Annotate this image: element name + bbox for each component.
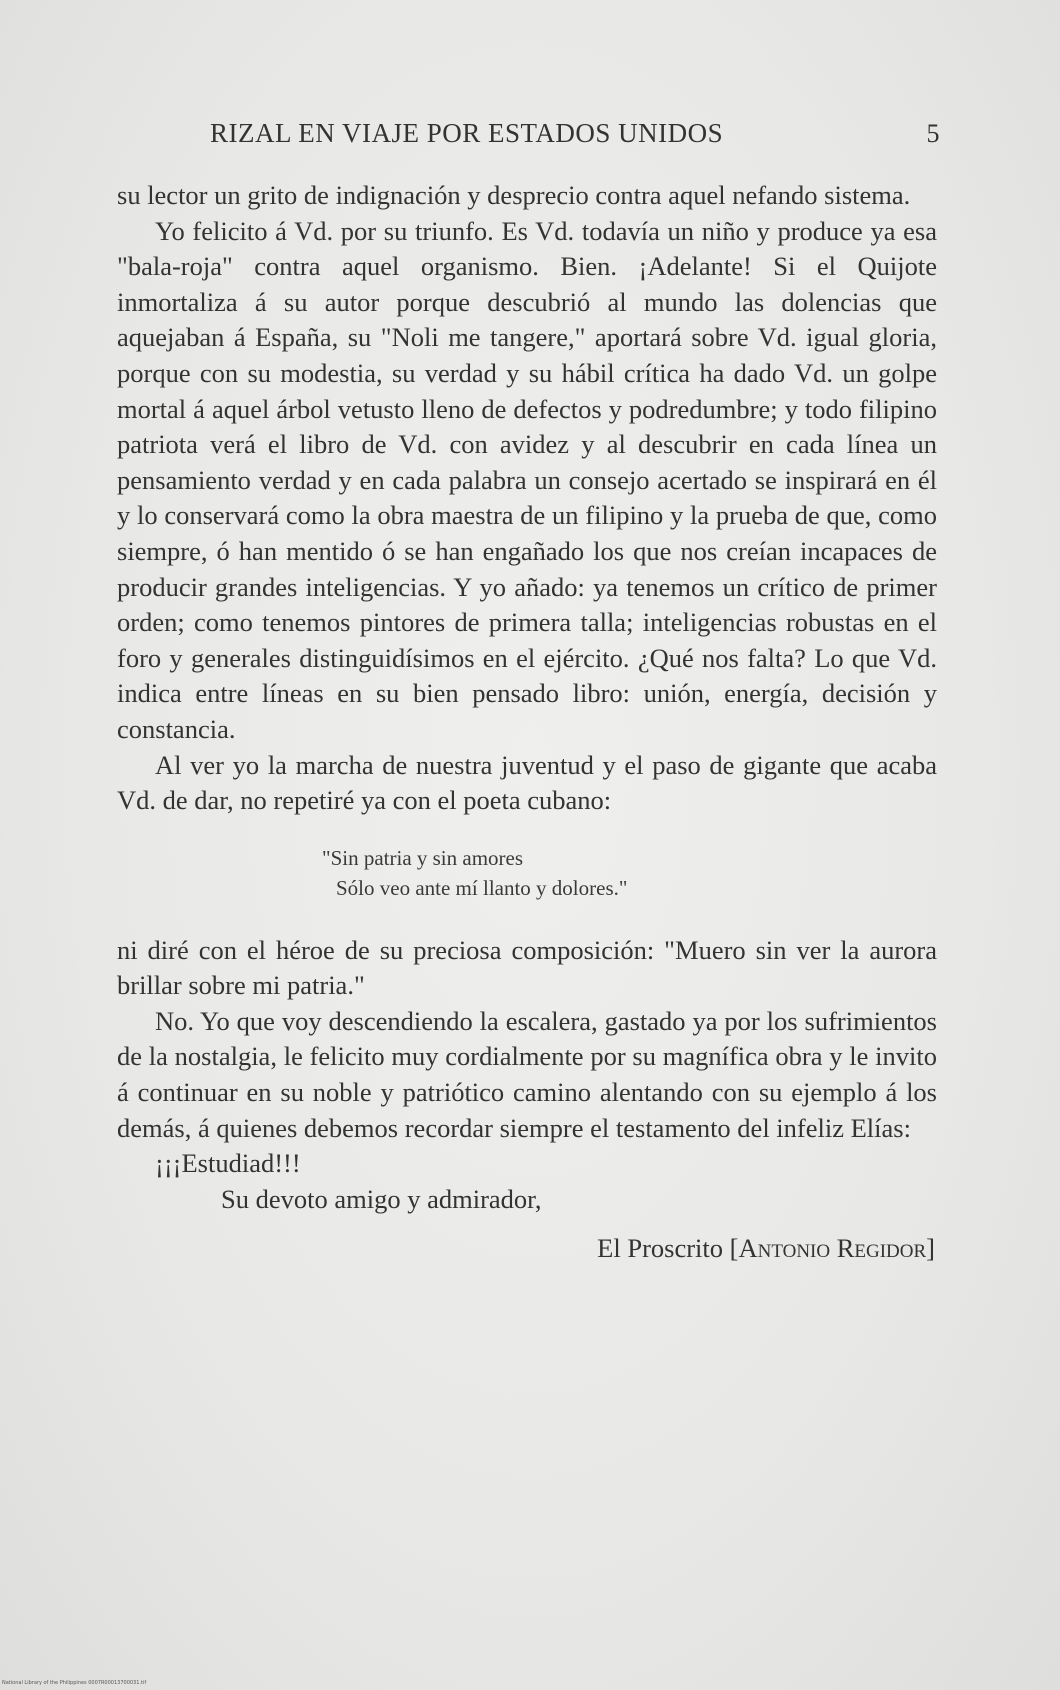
quote-line-2: Sólo veo ante mí llanto y dolores." <box>336 875 628 900</box>
paragraph-5: No. Yo que voy descendiendo la escalera, gastado ya por los sufrimientos de la nostalgia, le felicito muy cordialmente por su magnífica obra y le invito á continuar en su noble y patriótico camino alentando con su ejemplo á los demás, á quienes debemos recordar siempre el testamento del infeliz Elías: <box>117 1005 937 1143</box>
signature <box>117 1231 937 1267</box>
exclamation: ¡¡¡Estudiad!!! <box>155 1148 301 1179</box>
paragraph-2: Yo felicito á Vd. por su triunfo. Es Vd. todavía un niño y produce ya esa "bala-roja" contra aquel organismo. Bien. ¡Adelante! Si el Quijote inmortaliza á su autor porque descubrió al mundo las dolencias que aquejaban á España, su "Noli me tangere," aportará sobre Vd. igual gloria, porque con su modestia, su verdad y su hábil crítica ha dado Vd. un golpe mortal á aquel árbol vetusto lleno de defectos y podredumbre; y todo filipino patriota verá el libro de Vd. con avidez y al descubrir en cada línea un pensamiento verdad y en cada palabra un consejo acertado se inspirará en él y lo conservará como la obra maestra de un filipino y la prueba de que, como siempre, ó han mentido ó se han engañado los que nos creían incapaces de producir grandes inteligencias. Y yo añado: ya tenemos un crítico de primer orden; como tenemos pintores de primera talla; inteligencias robustas en el foro y generales distinguidísimos en el ejército. ¿Qué nos falta? Lo que Vd. indica entre líneas en su bien pensado libro: unión, energía, decisión y constancia. <box>117 215 937 744</box>
running-title: RIZAL EN VIAJE POR ESTADOS UNIDOS <box>210 118 724 148</box>
body-text <box>117 178 937 1267</box>
signature-pseudonym: El Proscrito [ <box>597 1233 739 1264</box>
paragraph-4: ni diré con el héroe de su preciosa composición: "Muero sin ver la aurora brillar sobre mi patria." <box>117 934 937 1001</box>
paragraph-3: Al ver yo la marcha de nuestra juventud y el paso de gigante que acaba Vd. de dar, no repetiré ya con el poeta cubano: <box>117 749 937 816</box>
verse-quote <box>322 843 937 903</box>
signature-real-name: Antonio Regidor <box>738 1233 927 1264</box>
running-header <box>210 118 940 158</box>
page-number: 5 <box>926 119 940 148</box>
archive-stamp: National Library of the Philippines 0007R00013700031.tif <box>2 1680 147 1686</box>
quote-line-1: "Sin patria y sin amores <box>322 845 524 870</box>
signature-bracket: ] <box>926 1233 935 1264</box>
paragraph-1: su lector un grito de indignación y desprecio contra aquel nefando sistema. <box>117 180 911 210</box>
closing-salutation: Su devoto amigo y admirador, <box>221 1183 542 1214</box>
